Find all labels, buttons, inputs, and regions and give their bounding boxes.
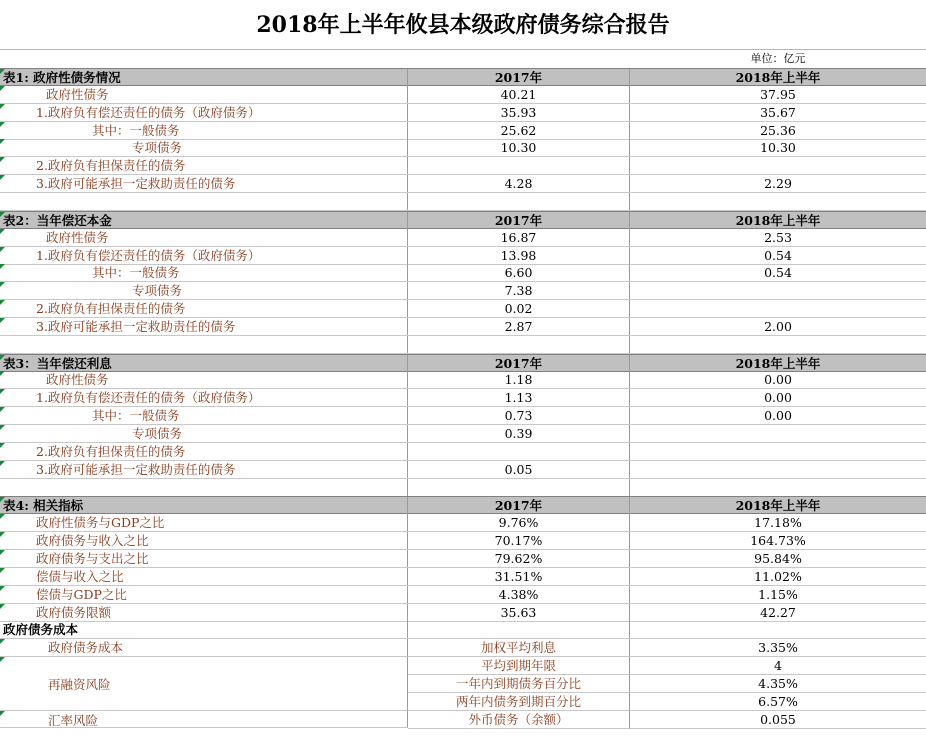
cell-comment-marker	[0, 264, 5, 269]
value-2018h1[interactable]	[630, 425, 926, 442]
value-2018h1[interactable]: 37.95	[760, 86, 796, 102]
cell-comment-marker	[0, 639, 5, 644]
column-header-2017[interactable]: 2017年	[408, 355, 630, 372]
row-label[interactable]: 偿债与GDP之比	[0, 586, 408, 603]
cell-comment-marker	[0, 104, 5, 109]
cell-comment-marker	[0, 443, 5, 448]
cost-group-label-cell[interactable]	[0, 657, 408, 711]
value-2017[interactable]: 4.28	[408, 175, 630, 192]
value-2017[interactable]: 79.62%	[408, 550, 630, 567]
row-label[interactable]: 政府性债务	[0, 229, 408, 246]
blank-row	[0, 336, 926, 354]
value-2017[interactable]: 13.98	[408, 247, 630, 264]
value-2018h1[interactable]: 10.30	[760, 140, 796, 156]
value-2018h1[interactable]	[630, 157, 926, 174]
table-row	[0, 318, 926, 336]
value-2017[interactable]: 1.13	[408, 389, 630, 406]
blank-cell[interactable]	[0, 479, 408, 496]
table-title[interactable]: 表3：当年偿还利息	[0, 355, 408, 372]
row-label[interactable]: 专项债务	[0, 425, 408, 442]
table-row	[0, 371, 926, 389]
cell-comment-marker	[0, 497, 5, 502]
blank-cell[interactable]	[408, 193, 630, 210]
table-row	[0, 604, 926, 622]
row-label[interactable]: 3.政府可能承担一定救助责任的债务	[0, 175, 408, 192]
cell-comment-marker	[0, 407, 5, 412]
row-label[interactable]: 专项债务	[0, 139, 408, 156]
value-2017[interactable]: 9.76%	[408, 514, 630, 531]
cell-comment-marker	[0, 461, 5, 466]
value-2018h1[interactable]: 42.27	[760, 604, 796, 620]
cost-value[interactable]: 3.35%	[630, 639, 926, 657]
table-header-row	[0, 354, 926, 372]
cell-comment-marker	[0, 175, 5, 180]
cost-metric[interactable]: 两年内债务到期百分比	[408, 693, 630, 711]
table-row	[0, 568, 926, 586]
table-row	[0, 389, 926, 407]
cost-value[interactable]: 0.055	[630, 711, 926, 729]
value-2018h1[interactable]: 25.36	[760, 122, 796, 138]
value-2017[interactable]: 0.02	[408, 300, 630, 317]
row-label[interactable]: 2.政府负有担保责任的债务	[0, 300, 408, 317]
row-label[interactable]: 3.政府可能承担一定救助责任的债务	[0, 318, 408, 335]
table-title[interactable]: 表1: 政府性债务情况	[0, 69, 408, 86]
value-2018h1[interactable]: 0.00	[764, 408, 792, 424]
cell-comment-marker	[0, 247, 5, 252]
table-row	[0, 282, 926, 300]
value-2017[interactable]: 25.62	[408, 122, 630, 139]
table-row	[0, 264, 926, 282]
cell-comment-marker	[0, 604, 5, 609]
value-2017[interactable]: 1.18	[408, 371, 630, 388]
cell-comment-marker	[0, 86, 5, 91]
cost-metric[interactable]: 外币债务（余额）	[408, 711, 630, 729]
table-row	[0, 104, 926, 122]
value-2017[interactable]: 4.38%	[408, 586, 630, 603]
value-2018h1[interactable]	[630, 461, 926, 478]
table-row	[0, 175, 926, 193]
unit-row	[0, 50, 926, 68]
column-header-2018h1[interactable]: 2018年上半年	[735, 355, 821, 371]
cell-comment-marker	[0, 157, 5, 162]
column-header-2017[interactable]: 2017年	[408, 497, 630, 514]
cell-comment-marker	[0, 229, 5, 234]
table-row	[0, 532, 926, 550]
cell-comment-marker	[0, 568, 5, 573]
value-2017[interactable]: 10.30	[408, 139, 630, 156]
column-header-2018h1[interactable]: 2018年上半年	[735, 498, 821, 514]
value-2018h1[interactable]: 2.29	[764, 176, 792, 192]
value-2017[interactable]: 0.05	[408, 461, 630, 478]
row-label[interactable]: 其中：一般债务	[0, 122, 408, 139]
cell-comment-marker	[0, 282, 5, 287]
cost-value[interactable]: 4	[630, 657, 926, 675]
table-row	[0, 425, 926, 443]
table-row	[0, 550, 926, 568]
value-2017[interactable]: 70.17%	[408, 532, 630, 549]
cost-metric[interactable]: 加权平均利息	[408, 639, 630, 657]
cell-comment-marker	[0, 300, 5, 305]
value-2017[interactable]: 31.51%	[408, 568, 630, 585]
cell-comment-marker	[0, 586, 5, 591]
cell-comment-marker	[0, 425, 5, 430]
blank-row	[0, 193, 926, 211]
page-title: 2018年上半年攸县本级政府债务综合报告	[0, 0, 926, 50]
cell-comment-marker	[0, 318, 5, 323]
cell-comment-marker	[0, 355, 5, 360]
cost-metric[interactable]: 平均到期年限	[408, 657, 630, 675]
cell-comment-marker	[0, 371, 5, 376]
cost-group-label: 再融资风险	[48, 676, 111, 692]
table-row	[0, 443, 926, 461]
column-header-2018h1[interactable]: 2018年上半年	[735, 212, 821, 228]
value-2017[interactable]: 35.93	[408, 104, 630, 121]
value-2017[interactable]: 40.21	[408, 86, 630, 103]
cell-comment-marker	[0, 514, 5, 519]
cost-group-label-cell[interactable]	[0, 639, 408, 657]
value-2018h1[interactable]: 17.18%	[754, 515, 802, 531]
value-2017[interactable]: 2.87	[408, 318, 630, 335]
row-label[interactable]: 1.政府负有偿还责任的债务（政府债务）	[0, 389, 408, 406]
row-label[interactable]: 政府性债务与GDP之比	[0, 514, 408, 531]
cost-value[interactable]: 4.35%	[630, 675, 926, 693]
table-header-row	[0, 68, 926, 86]
cell-comment-marker	[0, 550, 5, 555]
section-title[interactable]: 政府债务成本	[0, 621, 408, 638]
row-label[interactable]: 政府债务限额	[0, 604, 408, 621]
unit-label: 单位：亿元	[750, 52, 806, 65]
row-label[interactable]: 1.政府负有偿还责任的债务（政府债务）	[0, 104, 408, 121]
row-label[interactable]: 政府债务与收入之比	[0, 532, 408, 549]
value-2017[interactable]: 6.60	[408, 264, 630, 281]
value-2018h1[interactable]	[630, 443, 926, 460]
column-header-2018h1[interactable]: 2018年上半年	[735, 70, 821, 85]
value-2017[interactable]	[408, 157, 630, 174]
row-label[interactable]: 3.政府可能承担一定救助责任的债务	[0, 461, 408, 478]
row-label[interactable]: 1.政府负有偿还责任的债务（政府债务）	[0, 247, 408, 264]
table-row	[0, 229, 926, 247]
value-2017[interactable]: 0.73	[408, 407, 630, 424]
table-row	[0, 86, 926, 104]
cost-metric[interactable]: 一年内到期债务百分比	[408, 675, 630, 693]
row-label[interactable]: 其中：一般债务	[0, 407, 408, 424]
cell-comment-marker	[0, 389, 5, 394]
row-label[interactable]: 专项债务	[0, 282, 408, 299]
row-label[interactable]: 2.政府负有担保责任的债务	[0, 443, 408, 460]
row-label[interactable]: 偿债与收入之比	[0, 568, 408, 585]
value-2018h1[interactable]: 0.00	[764, 372, 792, 388]
cost-section-header	[0, 621, 926, 639]
table-row	[0, 122, 926, 140]
cost-group-label-cell[interactable]	[0, 711, 408, 729]
cost-group-label: 政府债务成本	[48, 640, 124, 656]
column-header-2017[interactable]: 2017年	[408, 212, 630, 229]
value-2018h1[interactable]	[630, 300, 926, 317]
cell-comment-marker	[0, 711, 5, 716]
blank-cell[interactable]	[0, 193, 408, 210]
table-row	[0, 139, 926, 157]
value-2018h1[interactable]: 0.54	[764, 265, 792, 281]
column-header-2017[interactable]: 2017年	[408, 69, 630, 86]
value-2017[interactable]: 0.39	[408, 425, 630, 442]
cell-comment-marker	[0, 657, 5, 662]
value-2017[interactable]: 35.63	[408, 604, 630, 621]
table-row	[0, 461, 926, 479]
value-2017[interactable]: 7.38	[408, 282, 630, 299]
value-2018h1[interactable]: 164.73%	[750, 533, 806, 549]
row-label[interactable]: 政府性债务	[0, 86, 408, 103]
row-label[interactable]: 政府债务与支出之比	[0, 550, 408, 567]
table-row	[0, 247, 926, 265]
value-2018h1[interactable]: 2.53	[764, 229, 792, 245]
row-label[interactable]: 2.政府负有担保责任的债务	[0, 157, 408, 174]
value-2017[interactable]: 16.87	[408, 229, 630, 246]
blank-cell[interactable]	[0, 336, 408, 353]
blank-cell[interactable]	[408, 621, 630, 638]
value-2018h1[interactable]: 11.02%	[754, 568, 802, 584]
cell-comment-marker	[0, 122, 5, 127]
cell-comment-marker	[0, 139, 5, 144]
table-header-row	[0, 496, 926, 514]
value-2018h1[interactable]	[630, 282, 926, 299]
cost-group-label: 汇率风险	[48, 712, 99, 728]
table-row	[0, 514, 926, 532]
blank-cell[interactable]	[408, 479, 630, 496]
table-header-row	[0, 211, 926, 229]
row-label[interactable]: 政府性债务	[0, 371, 408, 388]
value-2018h1[interactable]: 1.15%	[758, 586, 798, 602]
table-row	[0, 157, 926, 175]
row-label[interactable]: 其中：一般债务	[0, 264, 408, 281]
table-row	[0, 407, 926, 425]
value-2018h1[interactable]: 0.00	[764, 390, 792, 406]
table-row	[0, 586, 926, 604]
value-2017[interactable]	[408, 443, 630, 460]
value-2018h1[interactable]: 0.54	[764, 247, 792, 263]
blank-cell[interactable]	[408, 336, 630, 353]
table-title[interactable]: 表2：当年偿还本金	[0, 212, 408, 229]
cell-comment-marker	[0, 69, 5, 74]
value-2018h1[interactable]: 2.00	[764, 318, 792, 334]
value-2018h1[interactable]: 35.67	[760, 104, 796, 120]
cost-value[interactable]: 6.57%	[630, 693, 926, 711]
blank-row	[0, 479, 926, 497]
value-2018h1[interactable]: 95.84%	[754, 550, 802, 566]
table-title[interactable]: 表4: 相关指标	[0, 497, 408, 514]
cell-comment-marker	[0, 532, 5, 537]
table-row	[0, 300, 926, 318]
cell-comment-marker	[0, 212, 5, 217]
